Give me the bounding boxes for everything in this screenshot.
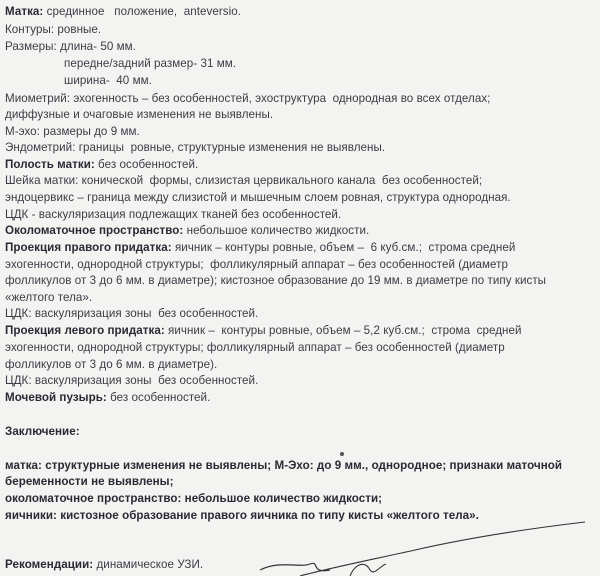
- uterus-text: срединное положение, anteversio.: [43, 5, 241, 18]
- right-adnexa-label: Проекция правого придатка:: [5, 241, 172, 254]
- conclusion-heading: Заключение:: [5, 425, 80, 438]
- recommendations-label: Рекомендации:: [5, 558, 94, 571]
- cervix-line-2: эндоцервикс – граница между слизистой и мышечным слоем ровная, структура однородная.: [5, 191, 511, 204]
- recommendations-text: динамическое УЗИ.: [93, 558, 204, 571]
- uterus-label: Матка:: [5, 5, 44, 18]
- contours-line: Контуры: ровные.: [5, 23, 102, 36]
- conclusion-line-4: яичники: кистозное образование правого яичника по типу кисты «желтого тела».: [5, 509, 479, 522]
- pen-mark: [340, 452, 344, 456]
- right-adnexa-line-1: [5, 241, 515, 255]
- cavity-label: Полость матки:: [5, 158, 95, 171]
- size-ap-line: передне/задний размер- 31 мм.: [64, 57, 237, 70]
- uterus-line: [5, 5, 241, 19]
- bladder-text: без особенностей.: [106, 391, 211, 404]
- paraspace-text: небольшое количество жидкости.: [183, 224, 370, 237]
- right-adnexa-line-3: фолликулов от 3 до 6 мм. в диаметре); кистозное образование до 19 мм. в диаметре по типу кисты: [5, 274, 547, 287]
- cavity-line: [5, 158, 198, 172]
- size-width-line: ширина- 40 мм.: [64, 74, 152, 87]
- bladder-line: [5, 391, 210, 405]
- conclusion-line-1: матка: структурные изменения не выявлены; М-Эхо: до 9 мм., однородное; признаки маточной: [5, 459, 563, 472]
- paraspace-label: Околоматочное пространство:: [5, 224, 184, 237]
- handwritten-signature: [240, 520, 600, 576]
- right-adnexa-line-4: «желтого тела».: [5, 291, 93, 304]
- right-adnexa-cdk: ЦДК: васкуляризация зоны без особенностей.: [5, 307, 259, 320]
- bladder-label: Мочевой пузырь:: [5, 391, 107, 404]
- left-adnexa-text: яичник – контуры ровные, объем – 5,2 куб.см.; строма средней: [164, 324, 522, 337]
- left-adnexa-label: Проекция левого придатка:: [5, 324, 165, 337]
- myometrium-line-2: диффузные и очаговые изменения не выявлены.: [5, 108, 274, 121]
- right-adnexa-line-2: эхогенности, однородной структуры; фолликулярный аппарат – без особенностей (диаметр: [5, 258, 509, 271]
- endometrium-line: Эндометрий: границы ровные, структурные изменения не выявлены.: [5, 141, 386, 154]
- left-adnexa-line-2: эхогенности, однородной структуры; фолликулярный аппарат – без особенностей (диаметр: [5, 341, 505, 354]
- recommendations-line: [5, 558, 203, 572]
- myometrium-line-1: Миометрий: эхогенность – без особенностей, эхоструктура однородная во всех отделах;: [5, 92, 491, 105]
- size-line: Размеры: длина- 50 мм.: [5, 40, 136, 53]
- left-adnexa-cdk: ЦДК: васкуляризация зоны без особенностей.: [5, 374, 259, 387]
- paraspace-line: [5, 224, 369, 238]
- left-adnexa-line-1: [5, 324, 522, 338]
- mecho-line: М-эхо: размеры до 9 мм.: [5, 125, 140, 138]
- cavity-text: без особенностей.: [94, 158, 199, 171]
- conclusion-line-2: беременности не выявлены;: [5, 475, 174, 488]
- left-adnexa-line-3: фолликулов от 3 до 6 мм. в диаметре).: [5, 358, 218, 371]
- right-adnexa-text: яичник – контуры ровные, объем – 6 куб.см.; строма средней: [171, 241, 516, 254]
- conclusion-line-3: околоматочное пространство: небольшое количество жидкости;: [5, 492, 383, 505]
- cervix-line-1: Шейка матки: конической формы, слизистая цервикального канала без особенностей;: [5, 174, 483, 187]
- cervix-line-3: ЦДК - васкуляризация подлежащих тканей без особенностей.: [5, 208, 342, 221]
